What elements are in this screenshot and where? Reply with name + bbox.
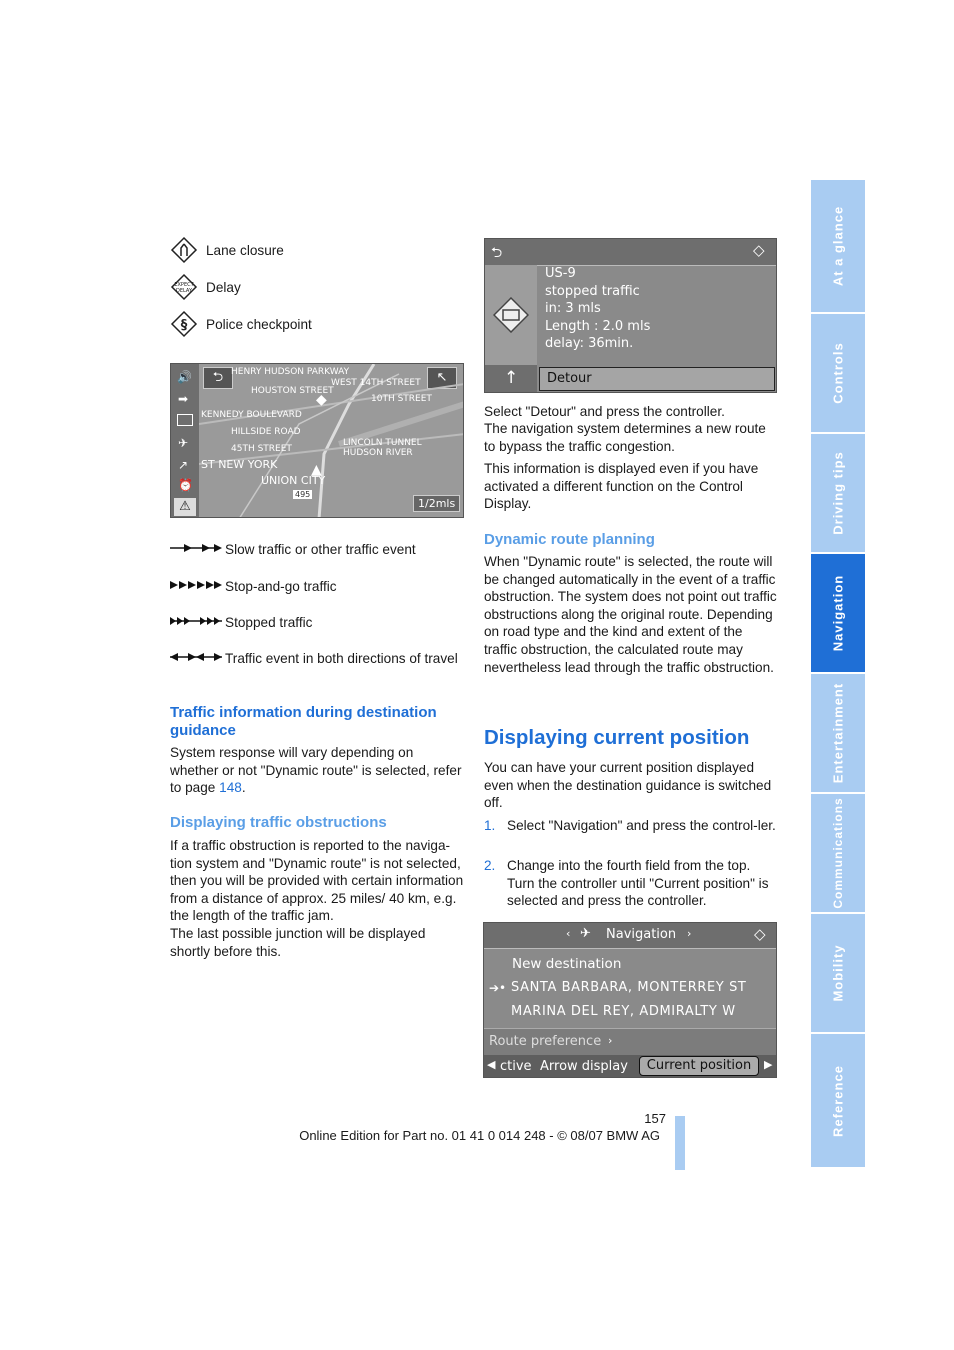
legend-label: Police checkpoint [206,316,312,332]
traffic-road: US-9 [545,266,576,281]
back-icon[interactable]: ⮌ [203,367,233,389]
both-directions-icon [170,650,222,664]
svg-text:DELAY: DELAY [176,288,192,294]
step-number: 1. [484,818,496,833]
traffic-label: Slow traffic or other traffic event [225,542,416,557]
heading-traffic-info: Traffic information during destination guidance [170,704,437,739]
up-arrow-panel [485,365,537,393]
traffic-stopped [170,614,465,632]
scroll-right-icon[interactable]: ▶ [764,1058,773,1071]
detour-button[interactable]: Detour [539,367,775,391]
map-scale: 1/2mls [413,495,460,512]
heading-current-position: Displaying current position [484,726,750,749]
traffic-type: stopped traffic [545,283,640,299]
sidebar-tab-navigation[interactable] [811,554,865,674]
menu-item-last-destination[interactable]: MARINA DEL REY, ADMIRALTY W [511,1004,736,1019]
screen-header [484,923,777,949]
sidebar-tab-entertainment[interactable] [811,674,865,794]
controller-icon: ◇ [754,925,766,943]
route-badge: 495 [295,490,311,499]
destination-arrow-icon: ➔• [489,981,507,995]
svg-text:§: § [180,318,188,333]
street-label: WEST 14TH STREET [331,378,421,388]
street-label: HOUSTON STREET [251,386,334,396]
street-label: 10TH STREET [371,394,432,404]
step-text: Select "Navigation" and press the control-ler. [507,818,776,833]
sidebar-tab-at-a-glance[interactable] [811,180,865,314]
paragraph-text: System response will vary depending on whether or not "Dynamic route" is selected, refer to page [170,745,462,796]
step-number: 2. [484,858,496,873]
slow-traffic-icon [170,541,222,555]
street-label: HUDSON RIVER [343,448,413,458]
north-arrow-icon[interactable]: ↖ [427,367,457,389]
clock-icon: ⏰ [178,478,193,492]
page-marker [675,1116,685,1170]
warning-icon: ⚠ [174,498,196,516]
page-link[interactable]: 148 [219,780,242,796]
sidebar-tab-communications[interactable] [811,794,865,914]
legend-police-checkpoint [170,310,312,338]
person-icon: ✈ [178,436,189,450]
paragraph: The last possible junction will be displayed shortly before this. [170,926,426,959]
paragraph: When "Dynamic route" is selected, the route will be changed automatically in the event of a traffic obstruction. The system does not point out traffic obstructions along the original route. Depending on road type and the kind and extent of the traffic obstruction, the calculated route may nevertheless lead through the traffic obstruction. [484,554,777,675]
screen-header [485,239,777,266]
traffic-both-directions [170,650,465,668]
police-checkpoint-icon [170,310,198,338]
paragraph: You can have your current position displayed even when the destination guidance is switched off. [484,760,772,811]
legend-label: Lane closure [206,242,284,258]
sidebar-tab-label: Entertainment [830,682,846,784]
sidebar-tab-reference[interactable] [811,1034,865,1167]
traffic-event-icon: ◆ [316,392,327,408]
bottom-tab-bar [484,1055,777,1078]
navigation-screenshot [483,922,777,1078]
stopped-traffic-icon [170,614,222,628]
paragraph: Select "Detour" and press the controller. [484,404,725,419]
sidebar-tab-label: At a glance [830,205,846,287]
paragraph [170,744,462,797]
chevron-right-icon: › [608,1034,613,1047]
stopped-traffic-sign-icon [493,297,529,333]
traffic-stop-and-go [170,578,465,596]
street-label: HILLSIDE ROAD [231,427,301,437]
traffic-length: Length : 2.0 mls [545,318,651,334]
legend-lane-closure [170,236,284,264]
satellite-icon: ✈ [580,926,591,941]
direction-icon: ↗ [178,458,189,472]
sidebar-tab-label: Mobility [830,944,846,1002]
traffic-label: Stopped traffic [225,615,313,630]
step-list-item [484,857,779,910]
street-label: HENRY HUDSON PARKWAY [231,367,350,377]
traffic-label: Traffic event in both directions of travel [225,651,458,666]
sidebar-tab-mobility[interactable] [811,914,865,1034]
scroll-left-icon[interactable]: ◀ [487,1058,496,1071]
heading-dynamic-route: Dynamic route planning [484,531,655,548]
paragraph-text: . [241,780,246,796]
street-label: ST NEW YORK [201,458,278,471]
chevron-right-icon[interactable]: › [687,927,692,940]
speaker-icon: 🔊 [177,370,192,384]
stop-and-go-icon [170,578,222,592]
traffic-label: Stop-and-go traffic [225,579,337,594]
menu-title: Navigation [606,927,677,942]
detour-screenshot [484,238,777,393]
delay-icon [170,273,198,301]
chevron-left-icon[interactable]: ‹ [566,927,571,940]
paragraph: This information is displayed even if you have activated a different function on the Control Display. [484,461,759,512]
edition-footer: Online Edition for Part no. 01 41 0 014 248 - © 08/07 BMW AG [299,1128,660,1143]
back-icon[interactable]: ⮌ [491,245,503,261]
route-arrow-icon: ➡ [178,392,189,406]
street-label: UNION CITY [261,474,326,487]
paragraph: If a traffic obstruction is reported to the naviga-tion system and "Dynamic route" is not selected, then you will be provided with certain information from a distance of approx. 25 miles/ 40 km, e.g. the length of the traffic jam. [170,838,464,924]
street-label: KENNEDY BOULEVARD [201,410,302,420]
page-number: 157 [644,1111,666,1126]
sidebar-tab-label: Driving tips [830,451,846,535]
lane-closure-icon [170,236,198,264]
traffic-sign-panel [485,265,537,365]
traffic-distance: in: 3 mls [545,301,601,316]
heading-traffic-obstructions: Displaying traffic obstructions [170,814,387,831]
sidebar-tab-label: Communications [831,797,845,909]
traffic-details [545,265,650,353]
route-preference-row[interactable] [484,1028,777,1055]
svg-text:EXPECT: EXPECT [174,282,194,288]
position-icon: ▲ [311,462,322,478]
section-sidebar [811,180,865,1167]
menu-item-new-destination[interactable]: New destination [512,956,622,972]
menu-item-last-destination[interactable]: SANTA BARBARA, MONTERREY ST [511,980,747,995]
sidebar-tab-label: Controls [830,342,846,404]
sidebar-tab-label: Navigation [830,574,846,652]
map-view-icon [177,414,193,426]
tab-arrow-display[interactable]: Arrow display [540,1059,628,1074]
tab-current-position[interactable]: Current position [639,1056,759,1076]
route-preference-label: Route preference [489,1034,602,1049]
sidebar-tab-driving-tips[interactable] [811,434,865,554]
sidebar-tab-label: Reference [830,1064,846,1137]
paragraph: The navigation system determines a new route to bypass the traffic congestion. [484,421,766,454]
map-toolbar [171,364,199,518]
step-text: Change into the fourth field from the top. Turn the controller until "Current position" is selected and press the controller. [507,858,769,909]
tab-active[interactable]: ctive [500,1059,532,1074]
street-label: 45TH STREET [231,444,292,454]
sidebar-tab-controls[interactable] [811,314,865,434]
map-screenshot [170,363,464,518]
legend-delay [170,273,241,301]
traffic-slow [170,541,465,559]
traffic-delay: delay: 36min. [545,336,634,351]
step-list-item [484,817,779,835]
legend-label: Delay [206,279,241,295]
street-label: LINCOLN TUNNEL [343,438,422,448]
up-arrow-icon: ↑ [504,368,519,388]
controller-icon: ◇ [753,241,765,259]
